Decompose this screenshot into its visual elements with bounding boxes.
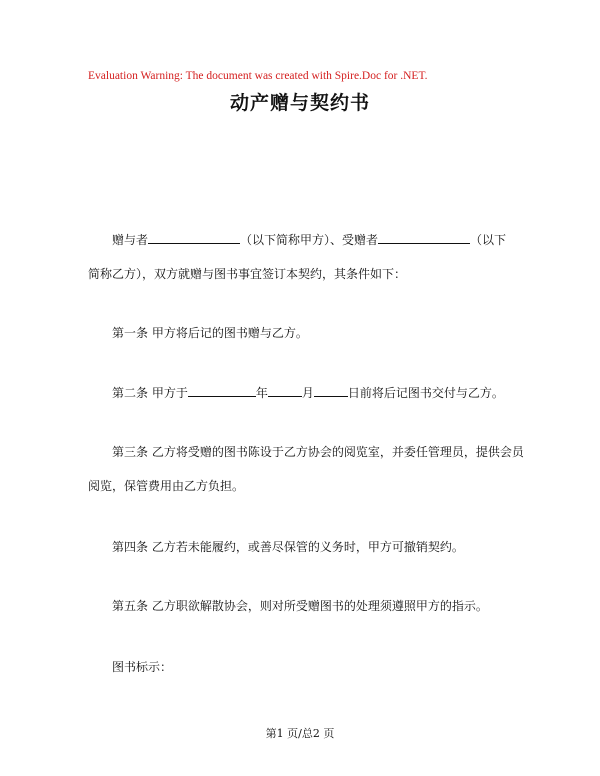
evaluation-warning: Evaluation Warning: The document was created with Spire.Doc for .NET. [88,70,428,82]
donor-label: 赠与者 [112,233,149,247]
recipient-suffix: （以下 [470,233,507,247]
year-label: 年 [255,386,268,400]
page-footer: 第1 页/总2 页 [265,727,335,740]
year-blank [188,384,256,397]
article-2-suffix: 日前将后记图书交付与乙方。 [347,386,504,400]
donor-suffix: （以下简称甲方）、受赠者 [240,233,379,247]
book-label: 图书标示： [112,660,173,674]
article-2 [88,376,524,410]
article-1: 第一条 甲方将后记的图书赠与乙方。 [112,326,308,340]
article-3-line-2: 阅览，保管费用由乙方负担。 [88,479,245,493]
recipient-blank [378,231,470,244]
intro-line-2: 简称乙方），双方就赠与图书事宜签订本契约，其条件如下： [88,267,407,281]
month-blank [268,384,302,397]
day-blank [314,384,348,397]
article-5: 第五条 乙方职欲解散协会，则对所受赠图书的处理须遵照甲方的指示。 [112,599,488,613]
article-2-prefix: 第二条 甲方于 [112,386,188,400]
month-label: 月 [301,386,314,400]
article-4: 第四条 乙方若未能履约，或善尽保管的义务时，甲方可撤销契约。 [112,540,464,554]
intro-line-1 [88,223,524,257]
document-title: 动产赠与契约书 [229,92,370,114]
donor-blank [148,231,240,244]
article-3-line-1: 第三条 乙方将受赠的图书陈设于乙方协会的阅览室，并委任管理员，提供会员 [112,445,524,459]
